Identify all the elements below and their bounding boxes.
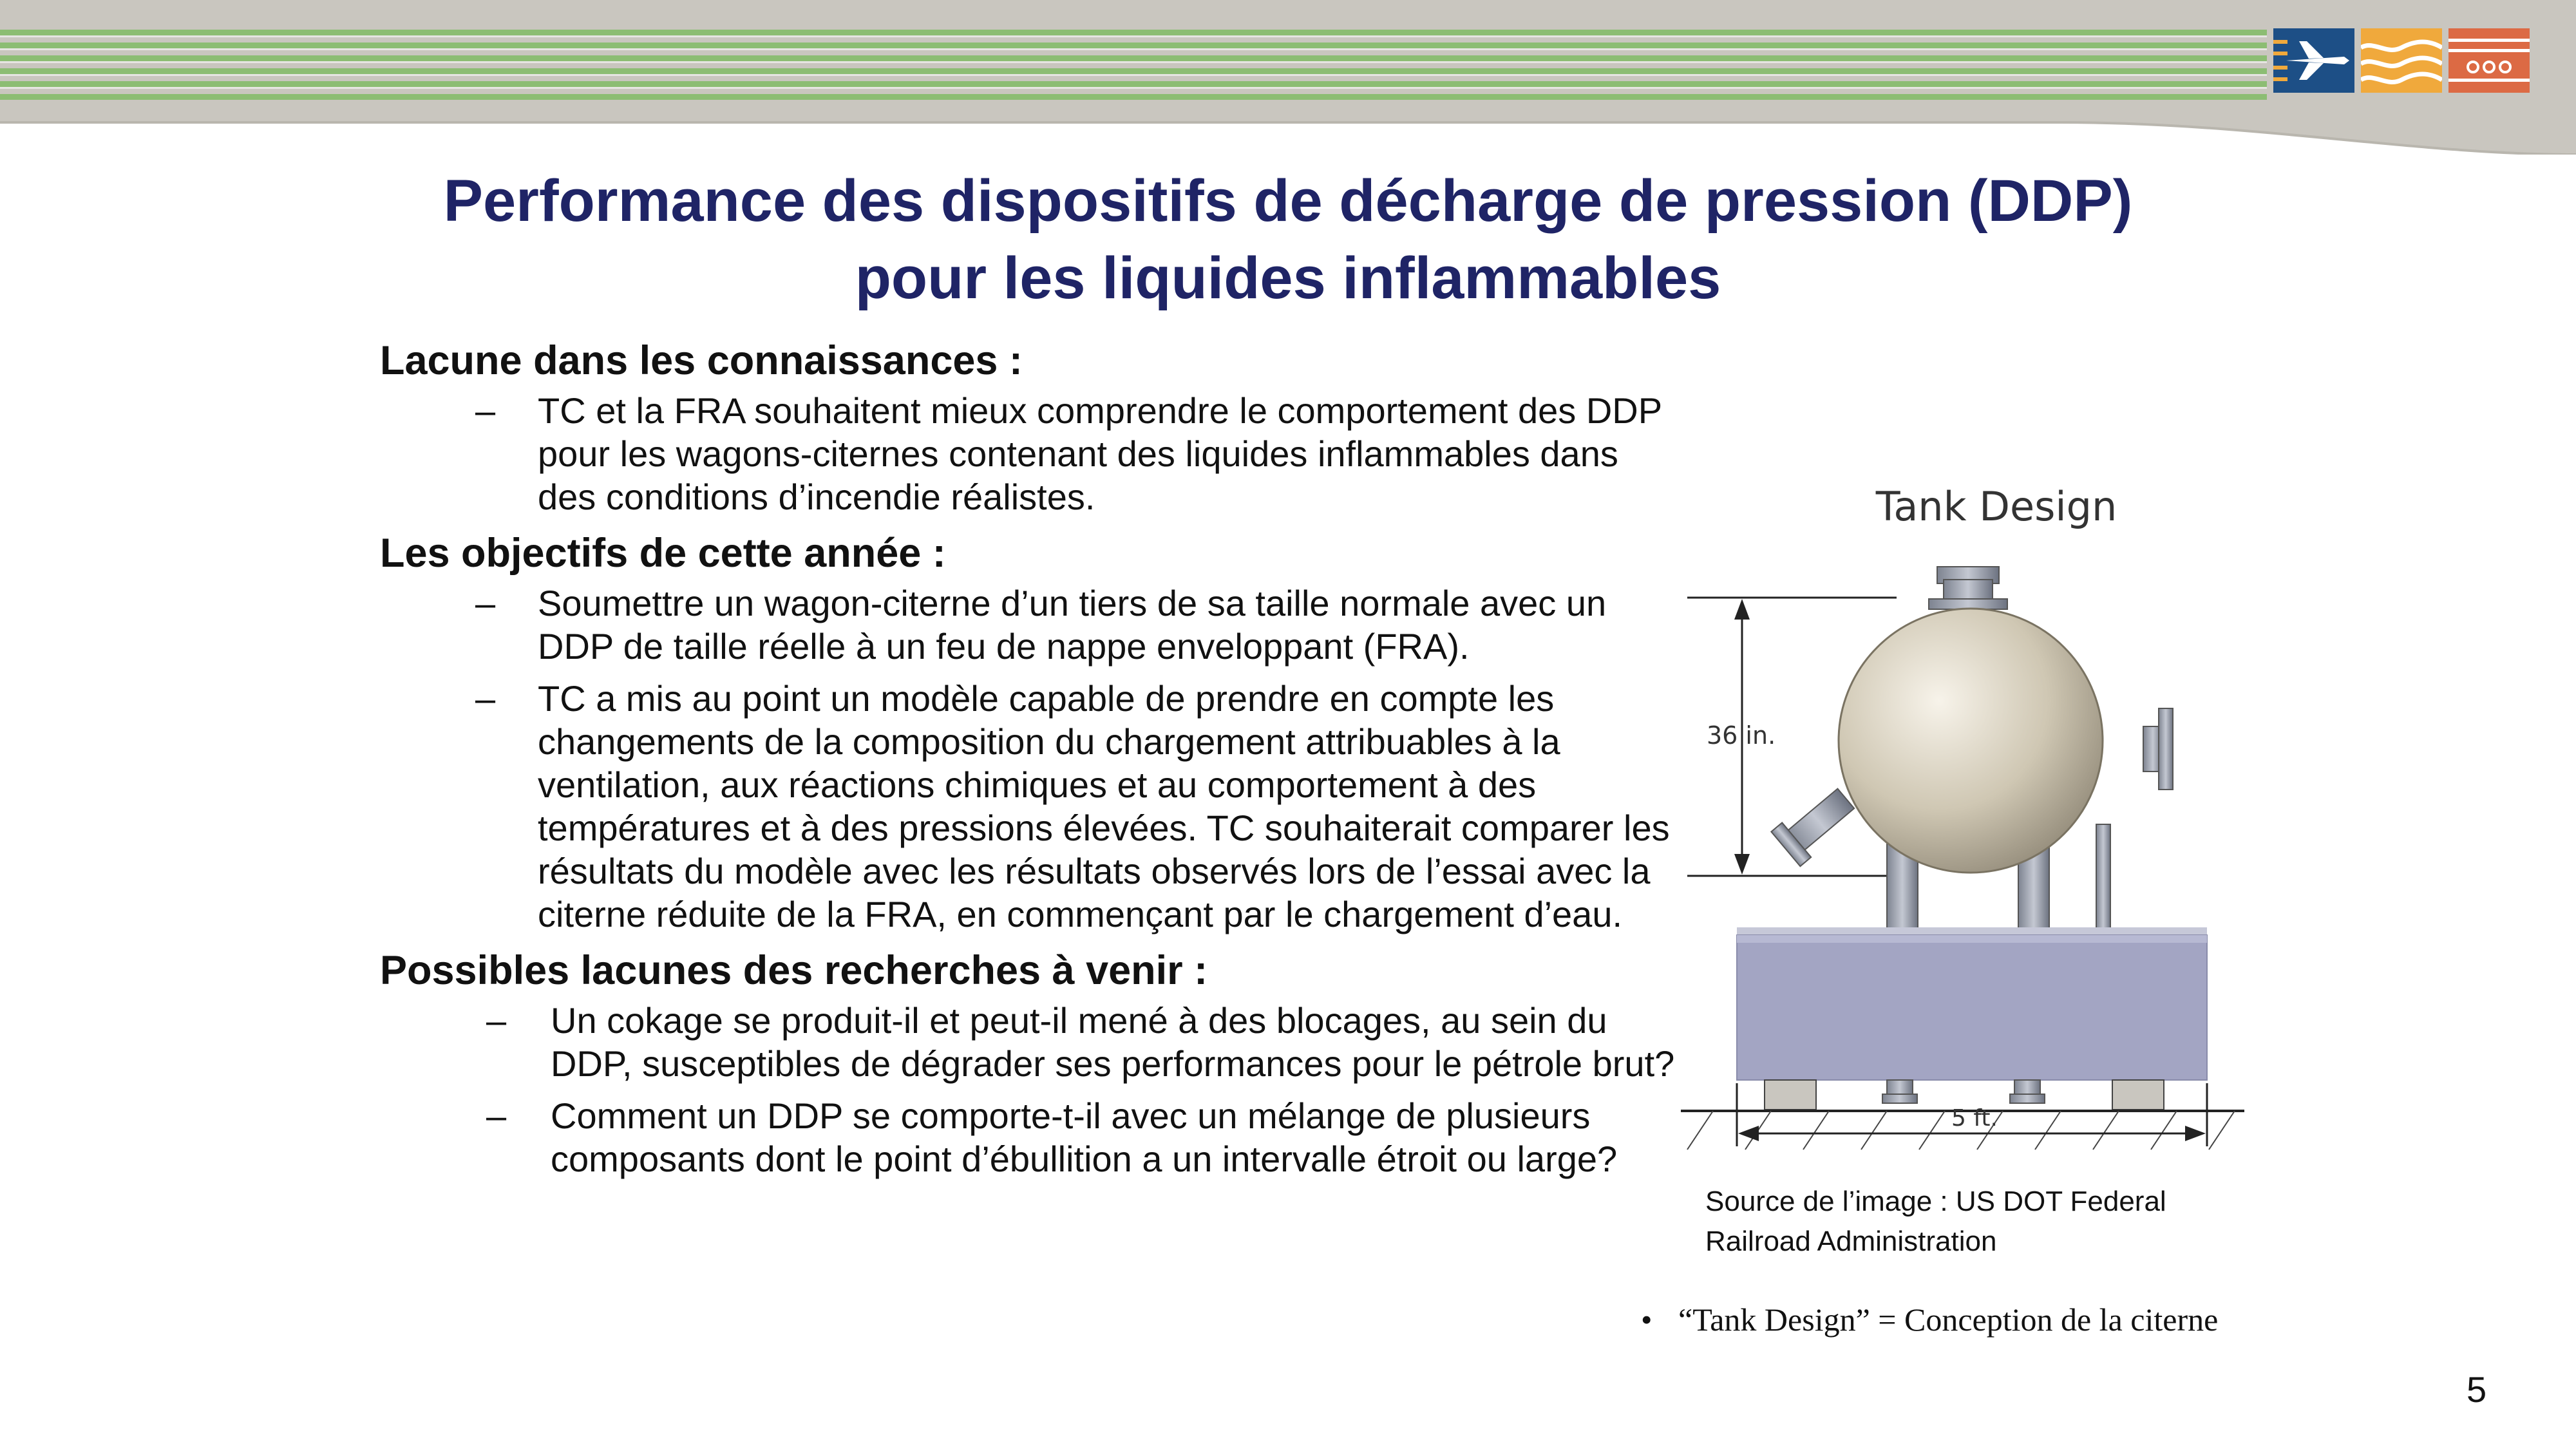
height-dimension-label: 36 in. [1707,721,1776,750]
dash-marker: – [475,390,496,431]
caption-line-2: Railroad Administration [1705,1226,1997,1257]
note-text: “Tank Design” = Conception de la citerne [1678,1302,2219,1338]
list-item: – TC et la FRA souhaitent mieux comprendre le comportement des DDP pour les wagons-citernes contenant des liquides inflammables dans des conditions d’incendie réalistes. [475,390,1662,517]
marine-logo-icon [2361,28,2442,93]
dash-marker: – [486,1000,507,1041]
dash-marker: – [486,1095,507,1136]
figure-label-tank-design: Tank Design [1875,483,2117,530]
list-item: – Soumettre un wagon-citerne d’un tiers de sa taille normale avec un DDP de taille réelle à un feu de nappe enveloppant (FRA). [475,583,1607,667]
section-heading-future-gaps: Possibles lacunes des recherches à venir : [380,948,1208,993]
section-bullets-knowledge-gap [380,389,1681,518]
list-item: – Un cokage se produit-il et peut-il mené à des blocages, au sein du DDP, susceptibles de dégrader ses performances pour le pétrole brut? [486,1000,1675,1084]
rail-logo-icon [2448,28,2530,93]
caption-line-1: Source de l’image : US DOT Federal [1705,1186,2166,1217]
slide-body [380,335,1681,1189]
figure-caption [1705,1182,2166,1262]
dash-marker: – [475,583,496,623]
slide-title [322,162,2254,317]
width-dimension-label: 5 ft. [1951,1105,1998,1132]
section-heading-knowledge-gap: Lacune dans les connaissances : [380,338,1023,383]
tank-design-figure [1674,477,2254,1159]
section-bullets-future-gaps [380,999,1681,1180]
dash-marker: – [475,678,496,719]
list-item: – Comment un DDP se comporte-t-il avec un mélange de plusieurs composants dont le point d’ébullition a un intervalle étroit ou large? [486,1095,1618,1179]
logo-group [2273,28,2530,93]
aviation-logo-icon [2273,28,2354,93]
note-bullet: • [1641,1302,1653,1338]
translation-note [1641,1301,2218,1338]
list-item: – TC a mis au point un modèle capable de prendre en compte les changements de la composition du chargement attribuables à la ventilation, aux réactions chimiques et au comportement à des températures et à des pressions élevées. TC souhaiterait comparer les résultats du modèle avec les résultats observés lors de l’essai avec la citerne réduite de la FRA, en commençant par le chargement d’eau. [475,678,1670,934]
title-line-2: pour les liquides inflammables [855,245,1721,311]
section-bullets-objectives [380,582,1681,936]
header-banner [0,0,2576,155]
page-number: 5 [2467,1369,2487,1410]
title-line-1: Performance des dispositifs de décharge de pression (DDP) [443,168,2133,234]
section-heading-objectives: Les objectifs de cette année : [380,531,946,576]
